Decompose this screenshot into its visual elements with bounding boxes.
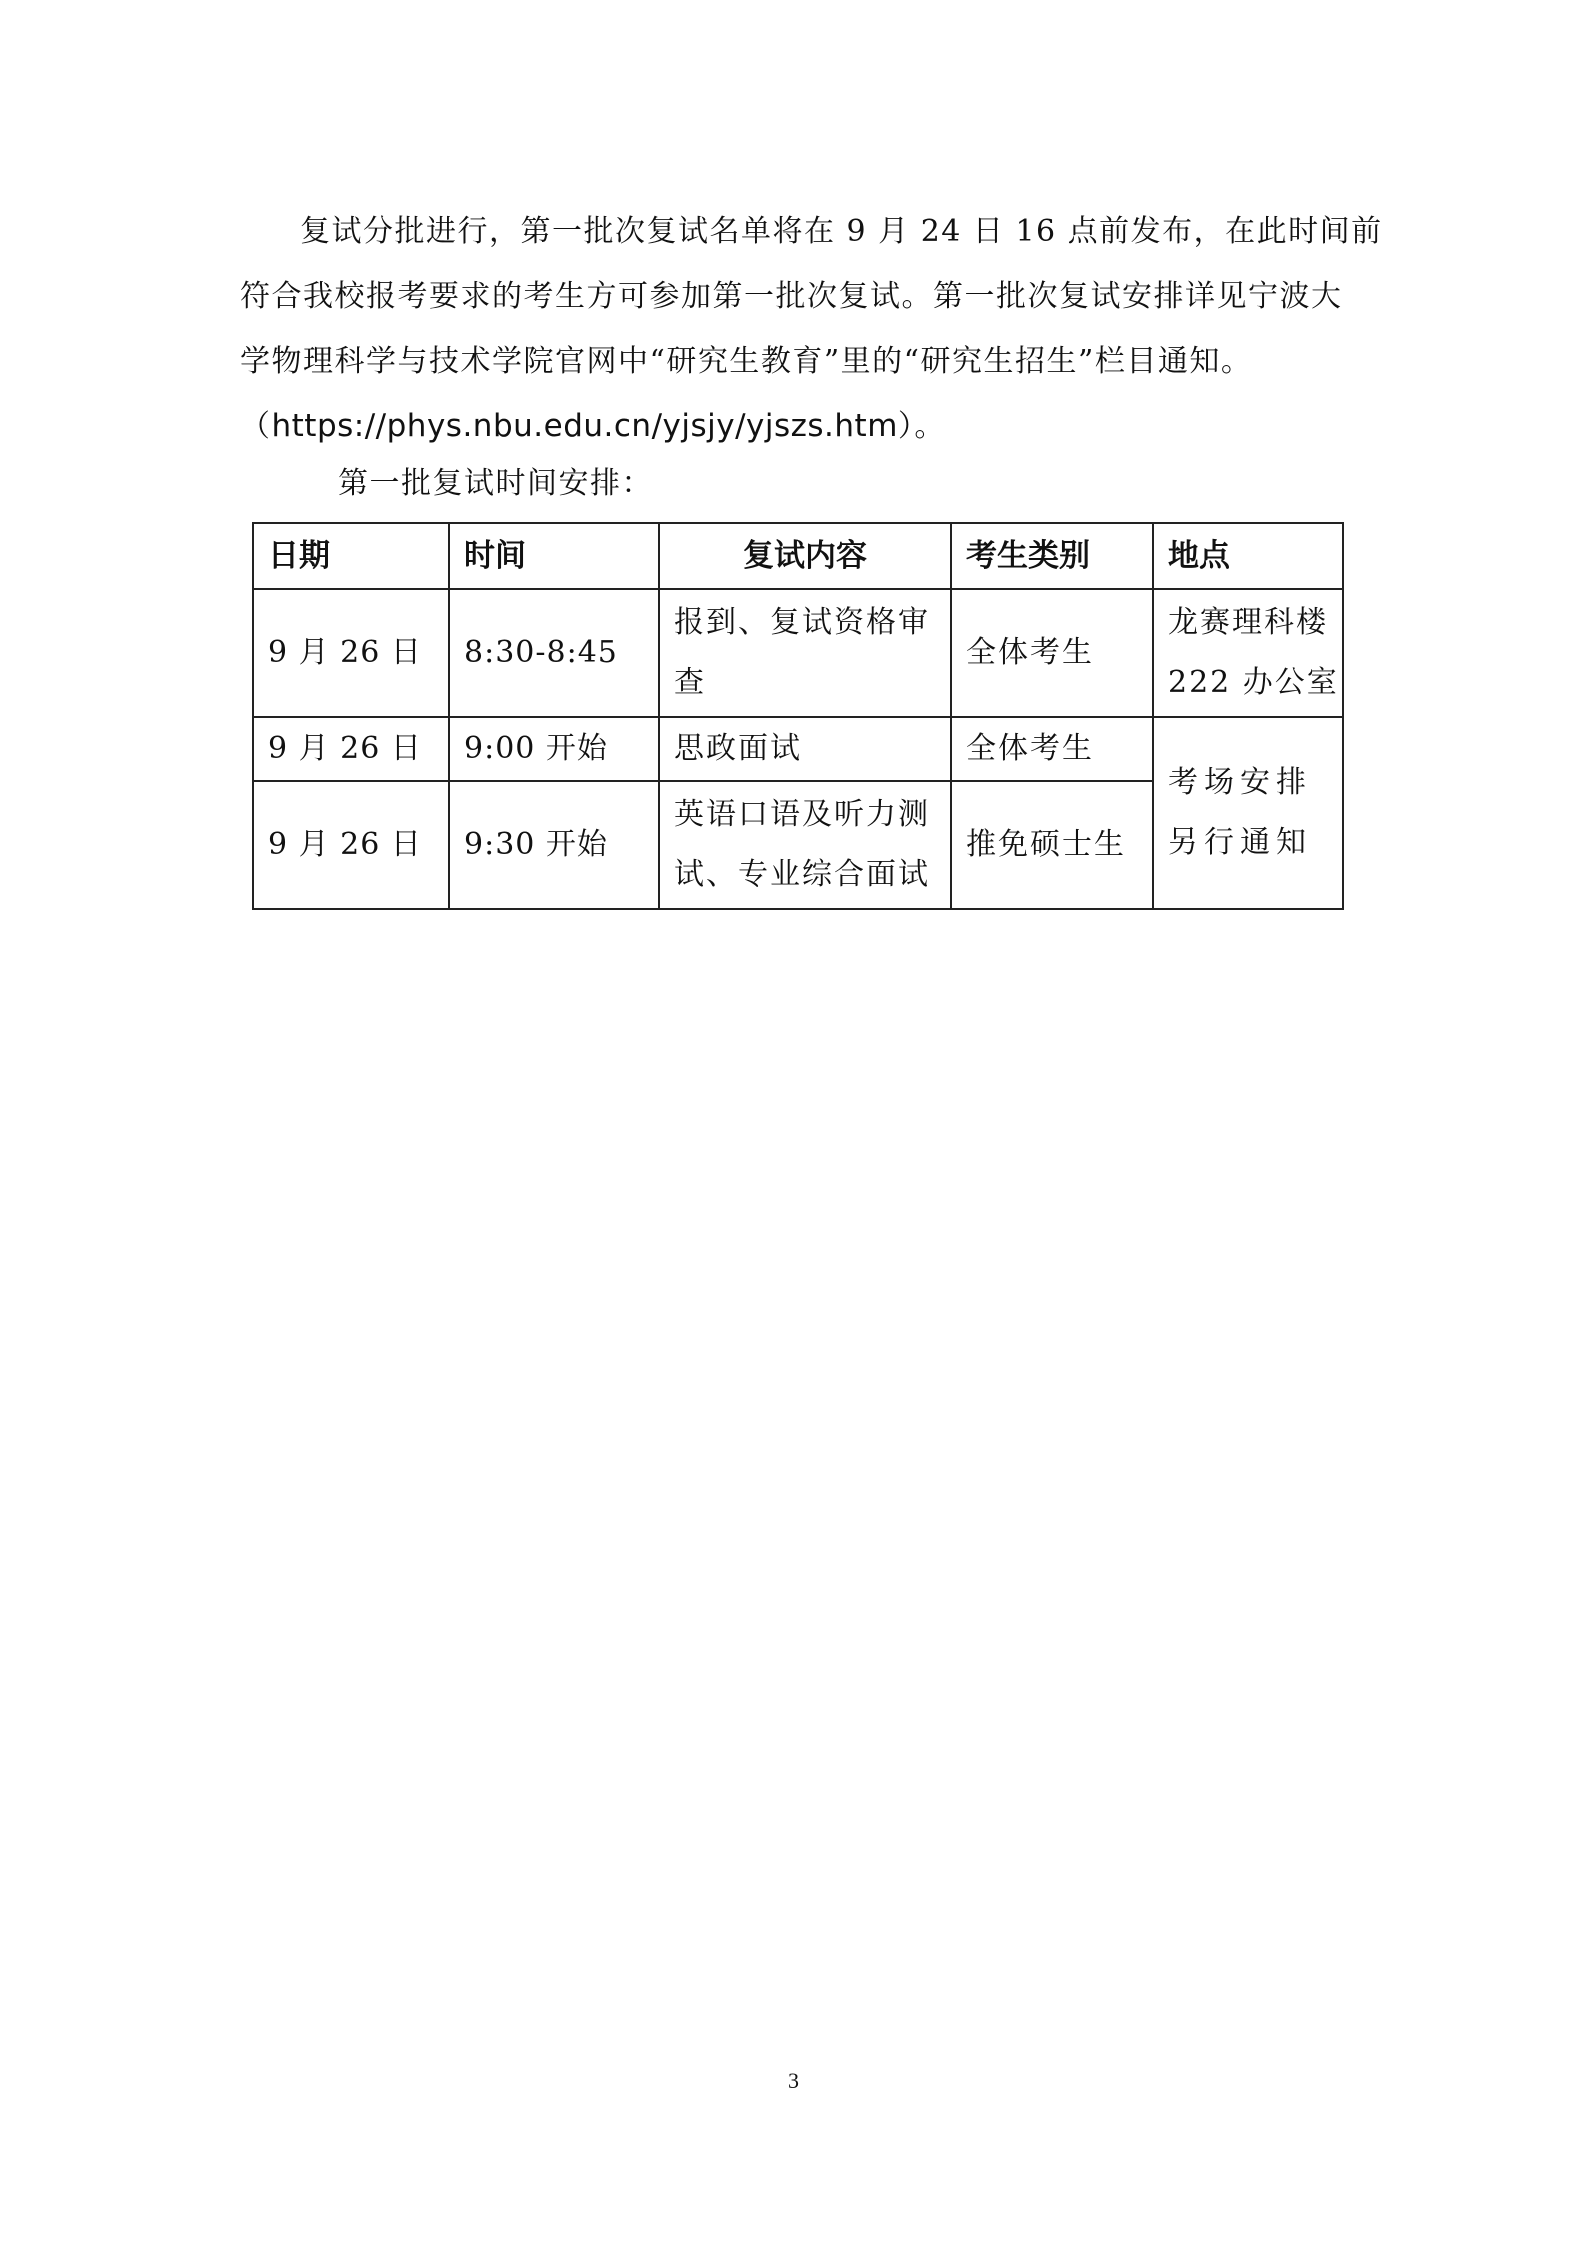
url-close-paren: ）。 xyxy=(897,409,946,444)
row-date: 9 月 26 日 xyxy=(253,781,449,909)
row-time: 9:30 开始 xyxy=(449,781,659,909)
row-time: 9:00 开始 xyxy=(449,717,659,781)
content-line: 查 xyxy=(674,665,706,700)
url-open-paren: （ xyxy=(240,409,272,444)
header-date: 日期 xyxy=(253,523,449,589)
table-row xyxy=(253,589,1343,717)
location-line: 另行通知 xyxy=(1168,825,1312,860)
row-category: 推免硕士生 xyxy=(951,781,1153,909)
header-content: 复试内容 xyxy=(659,523,951,589)
row-time: 8:30-8:45 xyxy=(449,589,659,717)
table-header-row xyxy=(253,523,1343,589)
row-location-merged xyxy=(1153,717,1343,909)
row-date: 9 月 26 日 xyxy=(253,717,449,781)
row-category: 全体考生 xyxy=(951,589,1153,717)
row-date: 9 月 26 日 xyxy=(253,589,449,717)
paragraph-line-3: 学物理科学与技术学院官网中“研究生教育”里的“研究生招生”栏目通知。 xyxy=(240,344,1253,379)
location-line: 考场安排 xyxy=(1168,765,1312,800)
location-line: 222 办公室 xyxy=(1168,665,1339,700)
location-line: 龙赛理科楼 xyxy=(1168,605,1328,640)
header-category: 考生类别 xyxy=(951,523,1153,589)
content-line: 试、专业综合面试 xyxy=(674,857,930,892)
paragraph-line-4 xyxy=(240,394,1342,459)
content-line: 思政面试 xyxy=(674,731,802,766)
content-line: 英语口语及听力测 xyxy=(674,797,930,832)
table-row xyxy=(253,717,1343,781)
page-number: 3 xyxy=(788,2068,799,2093)
paragraph-line-2: 符合我校报考要求的考生方可参加第一批次复试。第一批次复试安排详见宁波大 xyxy=(240,279,1343,314)
schedule-table xyxy=(252,522,1344,910)
row-location xyxy=(1153,589,1343,717)
paragraph-line-1: 复试分批进行，第一批次复试名单将在 9 月 24 日 16 点前发布，在此时间前 xyxy=(300,214,1383,249)
admission-url-link[interactable]: https://phys.nbu.edu.cn/yjsjy/yjszs.htm xyxy=(271,408,898,444)
schedule-title: 第一批复试时间安排： xyxy=(338,466,653,501)
header-time: 时间 xyxy=(449,523,659,589)
row-content xyxy=(659,589,951,717)
row-content xyxy=(659,717,951,781)
notice-paragraph xyxy=(240,199,1383,459)
row-content xyxy=(659,781,951,909)
header-location: 地点 xyxy=(1153,523,1343,589)
content-line: 报到、复试资格审 xyxy=(674,605,930,640)
row-category: 全体考生 xyxy=(951,717,1153,781)
